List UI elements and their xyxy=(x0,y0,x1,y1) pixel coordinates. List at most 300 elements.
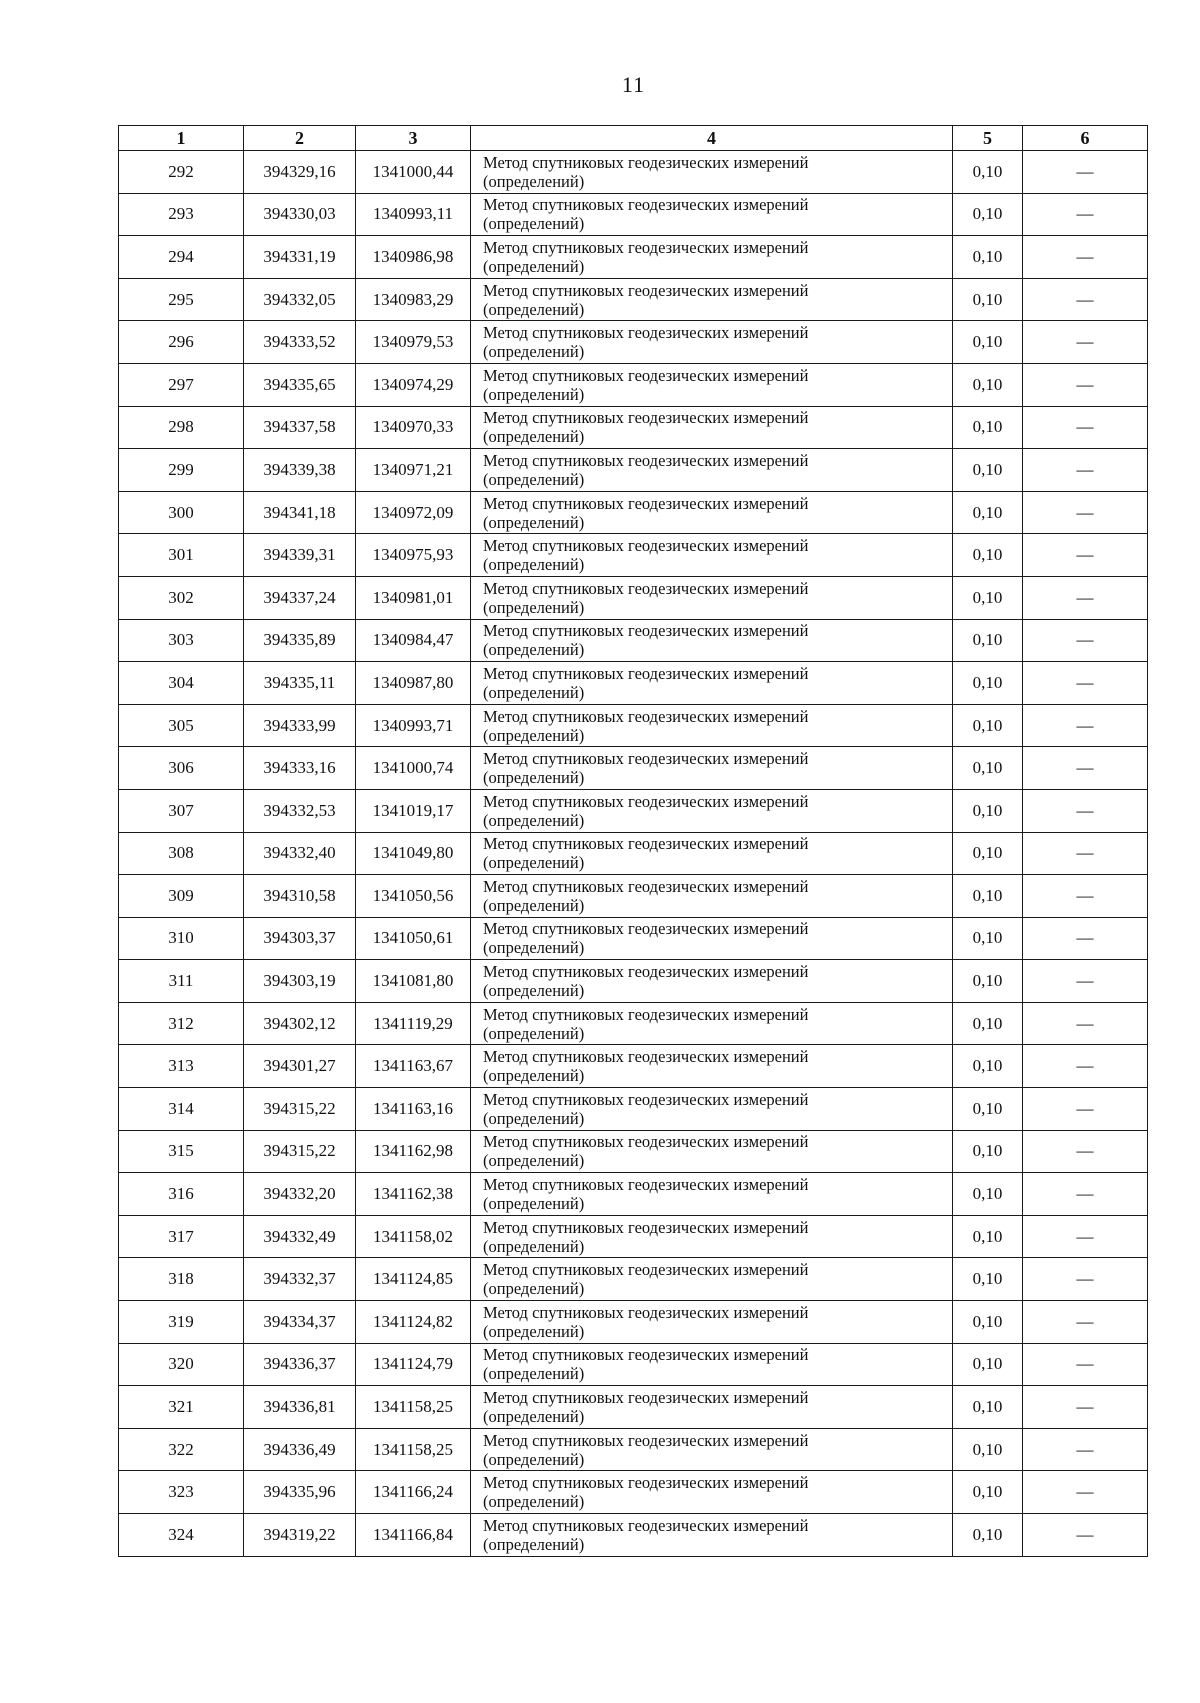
table-row xyxy=(119,278,1148,321)
method-line-1: Метод спутниковых геодезических измерений xyxy=(483,1047,809,1067)
method-line-1: Метод спутниковых геодезических измерений xyxy=(483,1430,809,1450)
method-line-1: Метод спутниковых геодезических измерений xyxy=(483,280,809,300)
description-cell: — xyxy=(1023,1471,1148,1514)
x-coordinate-cell: 394335,65 xyxy=(244,363,356,406)
point-number-cell: 321 xyxy=(119,1386,244,1429)
description-cell: — xyxy=(1023,789,1148,832)
method-line-2: (определений) xyxy=(483,384,585,404)
x-coordinate-cell: 394341,18 xyxy=(244,491,356,534)
method-line-2: (определений) xyxy=(483,981,585,1001)
table-row xyxy=(119,1215,1148,1258)
y-coordinate-cell: 1340971,21 xyxy=(356,449,471,492)
description-cell: — xyxy=(1023,1514,1148,1557)
method-line-1: Метод спутниковых геодезических измерений xyxy=(483,749,809,769)
table-body xyxy=(119,151,1148,1557)
x-coordinate-cell: 394337,24 xyxy=(244,576,356,619)
accuracy-cell: 0,10 xyxy=(953,193,1023,236)
table-row xyxy=(119,1088,1148,1131)
y-coordinate-cell: 1341162,38 xyxy=(356,1173,471,1216)
y-coordinate-cell: 1340970,33 xyxy=(356,406,471,449)
method-line-2: (определений) xyxy=(483,1364,585,1384)
method-cell xyxy=(471,1386,953,1429)
method-line-2: (определений) xyxy=(483,1492,585,1512)
description-cell: — xyxy=(1023,704,1148,747)
description-cell: — xyxy=(1023,832,1148,875)
method-line-2: (определений) xyxy=(483,1534,585,1554)
method-cell xyxy=(471,704,953,747)
method-line-2: (определений) xyxy=(483,256,585,276)
accuracy-cell: 0,10 xyxy=(953,1514,1023,1557)
description-cell: — xyxy=(1023,449,1148,492)
point-number-cell: 296 xyxy=(119,321,244,364)
method-line-1: Метод спутниковых геодезических измерений xyxy=(483,621,809,641)
method-cell xyxy=(471,321,953,364)
description-cell: — xyxy=(1023,1088,1148,1131)
method-line-2: (определений) xyxy=(483,1279,585,1299)
table-row xyxy=(119,619,1148,662)
method-line-2: (определений) xyxy=(483,1407,585,1427)
page-number: 11 xyxy=(621,72,646,97)
accuracy-cell: 0,10 xyxy=(953,1173,1023,1216)
method-cell xyxy=(471,1343,953,1386)
method-line-2: (определений) xyxy=(483,640,585,660)
method-line-1: Метод спутниковых геодезических измерений xyxy=(483,365,809,385)
y-coordinate-cell: 1340987,80 xyxy=(356,662,471,705)
y-coordinate-cell: 1340986,98 xyxy=(356,236,471,279)
point-number-cell: 318 xyxy=(119,1258,244,1301)
y-coordinate-cell: 1340979,53 xyxy=(356,321,471,364)
method-line-1: Метод спутниковых геодезических измерений xyxy=(483,1175,809,1195)
method-cell xyxy=(471,278,953,321)
method-line-2: (определений) xyxy=(483,597,585,617)
method-cell xyxy=(471,747,953,790)
point-number-cell: 322 xyxy=(119,1428,244,1471)
description-cell: — xyxy=(1023,193,1148,236)
point-number-cell: 292 xyxy=(119,151,244,194)
method-line-1: Метод спутниковых геодезических измерений xyxy=(483,578,809,598)
description-cell: — xyxy=(1023,1130,1148,1173)
method-cell xyxy=(471,662,953,705)
method-cell xyxy=(471,1088,953,1131)
x-coordinate-cell: 394335,11 xyxy=(244,662,356,705)
y-coordinate-cell: 1340984,47 xyxy=(356,619,471,662)
accuracy-cell: 0,10 xyxy=(953,576,1023,619)
table-row xyxy=(119,406,1148,449)
x-coordinate-cell: 394337,58 xyxy=(244,406,356,449)
y-coordinate-cell: 1341158,02 xyxy=(356,1215,471,1258)
table-row xyxy=(119,917,1148,960)
method-line-2: (определений) xyxy=(483,1151,585,1171)
accuracy-cell: 0,10 xyxy=(953,832,1023,875)
method-line-2: (определений) xyxy=(483,469,585,489)
x-coordinate-cell: 394329,16 xyxy=(244,151,356,194)
x-coordinate-cell: 394336,49 xyxy=(244,1428,356,1471)
table-row xyxy=(119,534,1148,577)
y-coordinate-cell: 1341050,61 xyxy=(356,917,471,960)
method-cell xyxy=(471,1514,953,1557)
x-coordinate-cell: 394332,53 xyxy=(244,789,356,832)
header-col-4: 4 xyxy=(471,126,953,151)
description-cell: — xyxy=(1023,917,1148,960)
method-line-1: Метод спутниковых геодезических измерений xyxy=(483,1388,809,1408)
description-cell: — xyxy=(1023,1173,1148,1216)
point-number-cell: 312 xyxy=(119,1002,244,1045)
method-line-2: (определений) xyxy=(483,1066,585,1086)
table-row xyxy=(119,193,1148,236)
method-cell xyxy=(471,534,953,577)
table-row xyxy=(119,1514,1148,1557)
x-coordinate-cell: 394333,52 xyxy=(244,321,356,364)
point-number-cell: 313 xyxy=(119,1045,244,1088)
y-coordinate-cell: 1341166,84 xyxy=(356,1514,471,1557)
method-line-1: Метод спутниковых геодезических измерений xyxy=(483,791,809,811)
method-line-2: (определений) xyxy=(483,555,585,575)
x-coordinate-cell: 394319,22 xyxy=(244,1514,356,1557)
method-cell xyxy=(471,491,953,534)
point-number-cell: 317 xyxy=(119,1215,244,1258)
accuracy-cell: 0,10 xyxy=(953,363,1023,406)
description-cell: — xyxy=(1023,1343,1148,1386)
point-number-cell: 293 xyxy=(119,193,244,236)
x-coordinate-cell: 394332,40 xyxy=(244,832,356,875)
method-line-1: Метод спутниковых геодезических измерений xyxy=(483,663,809,683)
point-number-cell: 298 xyxy=(119,406,244,449)
x-coordinate-cell: 394335,96 xyxy=(244,1471,356,1514)
method-cell xyxy=(471,619,953,662)
point-number-cell: 323 xyxy=(119,1471,244,1514)
x-coordinate-cell: 394339,31 xyxy=(244,534,356,577)
table-row xyxy=(119,1002,1148,1045)
method-cell xyxy=(471,576,953,619)
method-line-2: (определений) xyxy=(483,853,585,873)
point-number-cell: 305 xyxy=(119,704,244,747)
description-cell: — xyxy=(1023,321,1148,364)
accuracy-cell: 0,10 xyxy=(953,278,1023,321)
point-number-cell: 310 xyxy=(119,917,244,960)
method-line-1: Метод спутниковых геодезических измерений xyxy=(483,1515,809,1535)
method-cell xyxy=(471,875,953,918)
accuracy-cell: 0,10 xyxy=(953,534,1023,577)
method-line-1: Метод спутниковых геодезических измерений xyxy=(483,1302,809,1322)
method-line-2: (определений) xyxy=(483,768,585,788)
point-number-cell: 319 xyxy=(119,1301,244,1344)
method-cell xyxy=(471,1045,953,1088)
x-coordinate-cell: 394331,19 xyxy=(244,236,356,279)
header-col-6: 6 xyxy=(1023,126,1148,151)
description-cell: — xyxy=(1023,960,1148,1003)
y-coordinate-cell: 1341000,74 xyxy=(356,747,471,790)
method-line-2: (определений) xyxy=(483,171,585,191)
table-row xyxy=(119,704,1148,747)
method-line-1: Метод спутниковых геодезических измерений xyxy=(483,834,809,854)
y-coordinate-cell: 1341019,17 xyxy=(356,789,471,832)
point-number-cell: 299 xyxy=(119,449,244,492)
x-coordinate-cell: 394332,05 xyxy=(244,278,356,321)
point-number-cell: 316 xyxy=(119,1173,244,1216)
point-number-cell: 315 xyxy=(119,1130,244,1173)
x-coordinate-cell: 394332,49 xyxy=(244,1215,356,1258)
method-line-2: (определений) xyxy=(483,1449,585,1469)
accuracy-cell: 0,10 xyxy=(953,406,1023,449)
table-row xyxy=(119,832,1148,875)
description-cell: — xyxy=(1023,576,1148,619)
description-cell: — xyxy=(1023,363,1148,406)
accuracy-cell: 0,10 xyxy=(953,1471,1023,1514)
point-number-cell: 324 xyxy=(119,1514,244,1557)
point-number-cell: 320 xyxy=(119,1343,244,1386)
point-number-cell: 302 xyxy=(119,576,244,619)
method-cell xyxy=(471,917,953,960)
table-row xyxy=(119,1428,1148,1471)
y-coordinate-cell: 1340981,01 xyxy=(356,576,471,619)
accuracy-cell: 0,10 xyxy=(953,151,1023,194)
y-coordinate-cell: 1340993,11 xyxy=(356,193,471,236)
y-coordinate-cell: 1341163,16 xyxy=(356,1088,471,1131)
method-cell xyxy=(471,832,953,875)
y-coordinate-cell: 1341163,67 xyxy=(356,1045,471,1088)
table-row xyxy=(119,960,1148,1003)
method-line-2: (определений) xyxy=(483,1108,585,1128)
method-cell xyxy=(471,151,953,194)
table-row xyxy=(119,1301,1148,1344)
description-cell: — xyxy=(1023,1215,1148,1258)
point-number-cell: 311 xyxy=(119,960,244,1003)
accuracy-cell: 0,10 xyxy=(953,321,1023,364)
method-cell xyxy=(471,1258,953,1301)
x-coordinate-cell: 394303,37 xyxy=(244,917,356,960)
method-line-1: Метод спутниковых геодезических измерений xyxy=(483,1260,809,1280)
accuracy-cell: 0,10 xyxy=(953,917,1023,960)
method-line-1: Метод спутниковых геодезических измерений xyxy=(483,1345,809,1365)
table-row xyxy=(119,491,1148,534)
x-coordinate-cell: 394335,89 xyxy=(244,619,356,662)
method-line-1: Метод спутниковых геодезических измерений xyxy=(483,152,809,172)
method-line-1: Метод спутниковых геодезических измерений xyxy=(483,919,809,939)
table-row xyxy=(119,1173,1148,1216)
table-row xyxy=(119,789,1148,832)
method-line-1: Метод спутниковых геодезических измерений xyxy=(483,1089,809,1109)
x-coordinate-cell: 394332,37 xyxy=(244,1258,356,1301)
method-cell xyxy=(471,193,953,236)
point-number-cell: 301 xyxy=(119,534,244,577)
table-row xyxy=(119,363,1148,406)
method-cell xyxy=(471,960,953,1003)
method-line-1: Метод спутниковых геодезических измерений xyxy=(483,536,809,556)
x-coordinate-cell: 394315,22 xyxy=(244,1130,356,1173)
accuracy-cell: 0,10 xyxy=(953,960,1023,1003)
point-number-cell: 297 xyxy=(119,363,244,406)
accuracy-cell: 0,10 xyxy=(953,1301,1023,1344)
coordinates-table xyxy=(118,125,1148,1557)
x-coordinate-cell: 394302,12 xyxy=(244,1002,356,1045)
table-row xyxy=(119,1045,1148,1088)
accuracy-cell: 0,10 xyxy=(953,236,1023,279)
method-line-2: (определений) xyxy=(483,1321,585,1341)
y-coordinate-cell: 1341124,79 xyxy=(356,1343,471,1386)
y-coordinate-cell: 1341050,56 xyxy=(356,875,471,918)
table-row xyxy=(119,875,1148,918)
description-cell: — xyxy=(1023,406,1148,449)
method-line-2: (определений) xyxy=(483,810,585,830)
table-row xyxy=(119,1343,1148,1386)
method-line-2: (определений) xyxy=(483,725,585,745)
method-cell xyxy=(471,449,953,492)
accuracy-cell: 0,10 xyxy=(953,1258,1023,1301)
description-cell: — xyxy=(1023,1258,1148,1301)
point-number-cell: 314 xyxy=(119,1088,244,1131)
table-header-row xyxy=(119,126,1148,151)
method-line-1: Метод спутниковых геодезических измерений xyxy=(483,962,809,982)
y-coordinate-cell: 1341166,24 xyxy=(356,1471,471,1514)
method-line-2: (определений) xyxy=(483,299,585,319)
point-number-cell: 307 xyxy=(119,789,244,832)
table-row xyxy=(119,747,1148,790)
y-coordinate-cell: 1340975,93 xyxy=(356,534,471,577)
method-cell xyxy=(471,1471,953,1514)
method-cell xyxy=(471,1301,953,1344)
method-cell xyxy=(471,406,953,449)
table-row xyxy=(119,662,1148,705)
description-cell: — xyxy=(1023,1301,1148,1344)
table-row xyxy=(119,1258,1148,1301)
method-cell xyxy=(471,1002,953,1045)
y-coordinate-cell: 1341162,98 xyxy=(356,1130,471,1173)
description-cell: — xyxy=(1023,151,1148,194)
x-coordinate-cell: 394315,22 xyxy=(244,1088,356,1131)
accuracy-cell: 0,10 xyxy=(953,449,1023,492)
x-coordinate-cell: 394301,27 xyxy=(244,1045,356,1088)
method-cell xyxy=(471,1428,953,1471)
method-line-1: Метод спутниковых геодезических измерений xyxy=(483,1217,809,1237)
y-coordinate-cell: 1341119,29 xyxy=(356,1002,471,1045)
point-number-cell: 308 xyxy=(119,832,244,875)
accuracy-cell: 0,10 xyxy=(953,1045,1023,1088)
x-coordinate-cell: 394336,37 xyxy=(244,1343,356,1386)
method-line-2: (определений) xyxy=(483,427,585,447)
description-cell: — xyxy=(1023,662,1148,705)
y-coordinate-cell: 1341124,85 xyxy=(356,1258,471,1301)
accuracy-cell: 0,10 xyxy=(953,704,1023,747)
x-coordinate-cell: 394310,58 xyxy=(244,875,356,918)
header-col-5: 5 xyxy=(953,126,1023,151)
x-coordinate-cell: 394336,81 xyxy=(244,1386,356,1429)
point-number-cell: 294 xyxy=(119,236,244,279)
accuracy-cell: 0,10 xyxy=(953,875,1023,918)
y-coordinate-cell: 1341000,44 xyxy=(356,151,471,194)
accuracy-cell: 0,10 xyxy=(953,662,1023,705)
method-line-1: Метод спутниковых геодезических измерений xyxy=(483,706,809,726)
x-coordinate-cell: 394332,20 xyxy=(244,1173,356,1216)
y-coordinate-cell: 1340993,71 xyxy=(356,704,471,747)
method-line-1: Метод спутниковых геодезических измерений xyxy=(483,1004,809,1024)
method-line-2: (определений) xyxy=(483,938,585,958)
method-line-1: Метод спутниковых геодезических измерений xyxy=(483,323,809,343)
header-col-2: 2 xyxy=(244,126,356,151)
header-col-1: 1 xyxy=(119,126,244,151)
method-line-2: (определений) xyxy=(483,895,585,915)
point-number-cell: 309 xyxy=(119,875,244,918)
method-line-1: Метод спутниковых геодезических измерений xyxy=(483,1473,809,1493)
method-line-1: Метод спутниковых геодезических измерений xyxy=(483,450,809,470)
method-line-2: (определений) xyxy=(483,342,585,362)
x-coordinate-cell: 394339,38 xyxy=(244,449,356,492)
description-cell: — xyxy=(1023,534,1148,577)
x-coordinate-cell: 394333,16 xyxy=(244,747,356,790)
accuracy-cell: 0,10 xyxy=(953,1088,1023,1131)
accuracy-cell: 0,10 xyxy=(953,1215,1023,1258)
description-cell: — xyxy=(1023,875,1148,918)
description-cell: — xyxy=(1023,491,1148,534)
description-cell: — xyxy=(1023,236,1148,279)
point-number-cell: 306 xyxy=(119,747,244,790)
point-number-cell: 303 xyxy=(119,619,244,662)
accuracy-cell: 0,10 xyxy=(953,747,1023,790)
table-row xyxy=(119,576,1148,619)
point-number-cell: 295 xyxy=(119,278,244,321)
accuracy-cell: 0,10 xyxy=(953,1130,1023,1173)
method-line-2: (определений) xyxy=(483,512,585,532)
y-coordinate-cell: 1341158,25 xyxy=(356,1386,471,1429)
method-line-1: Метод спутниковых геодезических измерений xyxy=(483,1132,809,1152)
method-cell xyxy=(471,1173,953,1216)
description-cell: — xyxy=(1023,1428,1148,1471)
accuracy-cell: 0,10 xyxy=(953,491,1023,534)
accuracy-cell: 0,10 xyxy=(953,1428,1023,1471)
table-row xyxy=(119,1130,1148,1173)
method-cell xyxy=(471,363,953,406)
method-line-2: (определений) xyxy=(483,1236,585,1256)
x-coordinate-cell: 394330,03 xyxy=(244,193,356,236)
table-row xyxy=(119,151,1148,194)
x-coordinate-cell: 394333,99 xyxy=(244,704,356,747)
header-col-3: 3 xyxy=(356,126,471,151)
description-cell: — xyxy=(1023,619,1148,662)
y-coordinate-cell: 1340974,29 xyxy=(356,363,471,406)
accuracy-cell: 0,10 xyxy=(953,1002,1023,1045)
description-cell: — xyxy=(1023,1002,1148,1045)
method-cell xyxy=(471,1130,953,1173)
table-row xyxy=(119,1386,1148,1429)
accuracy-cell: 0,10 xyxy=(953,619,1023,662)
description-cell: — xyxy=(1023,747,1148,790)
x-coordinate-cell: 394334,37 xyxy=(244,1301,356,1344)
table-row xyxy=(119,321,1148,364)
accuracy-cell: 0,10 xyxy=(953,1343,1023,1386)
description-cell: — xyxy=(1023,1386,1148,1429)
method-line-2: (определений) xyxy=(483,1194,585,1214)
method-cell xyxy=(471,1215,953,1258)
method-line-1: Метод спутниковых геодезических измерений xyxy=(483,195,809,215)
y-coordinate-cell: 1340983,29 xyxy=(356,278,471,321)
accuracy-cell: 0,10 xyxy=(953,789,1023,832)
y-coordinate-cell: 1340972,09 xyxy=(356,491,471,534)
method-line-2: (определений) xyxy=(483,214,585,234)
y-coordinate-cell: 1341049,80 xyxy=(356,832,471,875)
method-cell xyxy=(471,789,953,832)
method-line-1: Метод спутниковых геодезических измерений xyxy=(483,876,809,896)
description-cell: — xyxy=(1023,1045,1148,1088)
accuracy-cell: 0,10 xyxy=(953,1386,1023,1429)
table-row xyxy=(119,449,1148,492)
y-coordinate-cell: 1341158,25 xyxy=(356,1428,471,1471)
y-coordinate-cell: 1341081,80 xyxy=(356,960,471,1003)
method-line-1: Метод спутниковых геодезических измерений xyxy=(483,237,809,257)
description-cell: — xyxy=(1023,278,1148,321)
method-line-2: (определений) xyxy=(483,1023,585,1043)
method-line-1: Метод спутниковых геодезических измерений xyxy=(483,493,809,513)
point-number-cell: 304 xyxy=(119,662,244,705)
method-line-2: (определений) xyxy=(483,682,585,702)
